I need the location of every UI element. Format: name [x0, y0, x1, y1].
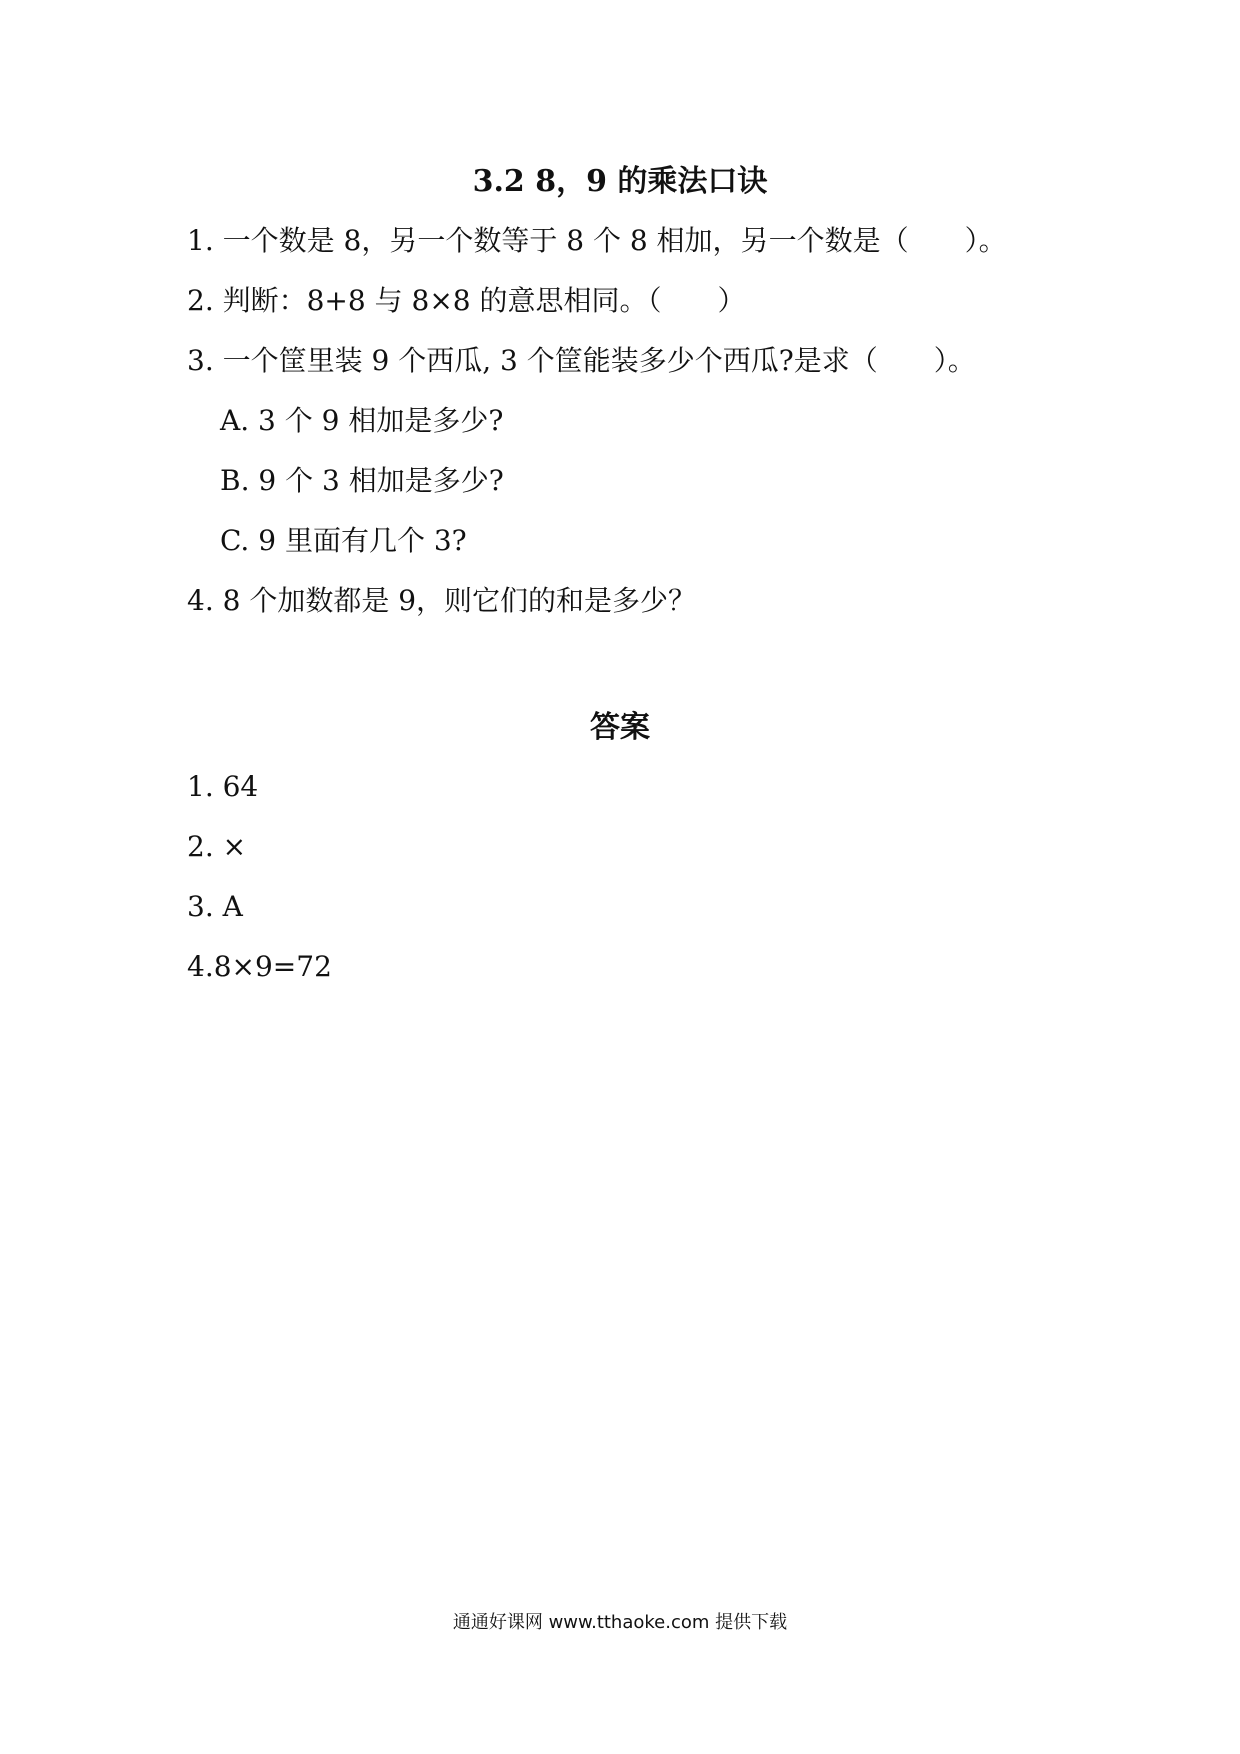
answers-title: 答案: [590, 710, 650, 745]
answer-2: 2. ×: [187, 830, 247, 863]
answer-1: 1. 64: [187, 770, 259, 803]
question-4: 4. 8 个加数都是 9，则它们的和是多少？: [187, 584, 697, 617]
option-b: B. 9 个 3 相加是多少?: [220, 464, 504, 497]
question-2: 2. 判断：8+8 与 8×8 的意思相同。（ ）: [187, 284, 746, 317]
option-a: A. 3 个 9 相加是多少?: [220, 404, 504, 437]
answer-4: 4.8×9=72: [187, 950, 332, 983]
option-c: C. 9 里面有几个 3?: [220, 524, 467, 557]
question-1: 1. 一个数是 8，另一个数等于 8 个 8 相加，另一个数是（ ）。: [187, 224, 1007, 257]
answer-3: 3. A: [187, 890, 243, 923]
question-3: 3. 一个筐里装 9 个西瓜, 3 个筐能装多少个西瓜?是求（ ）。: [187, 344, 976, 377]
worksheet-title: 3.2 8，9 的乘法口诀: [472, 164, 768, 199]
footer-text: 通通好课网 www.tthaoke.com 提供下载: [452, 1612, 788, 1633]
